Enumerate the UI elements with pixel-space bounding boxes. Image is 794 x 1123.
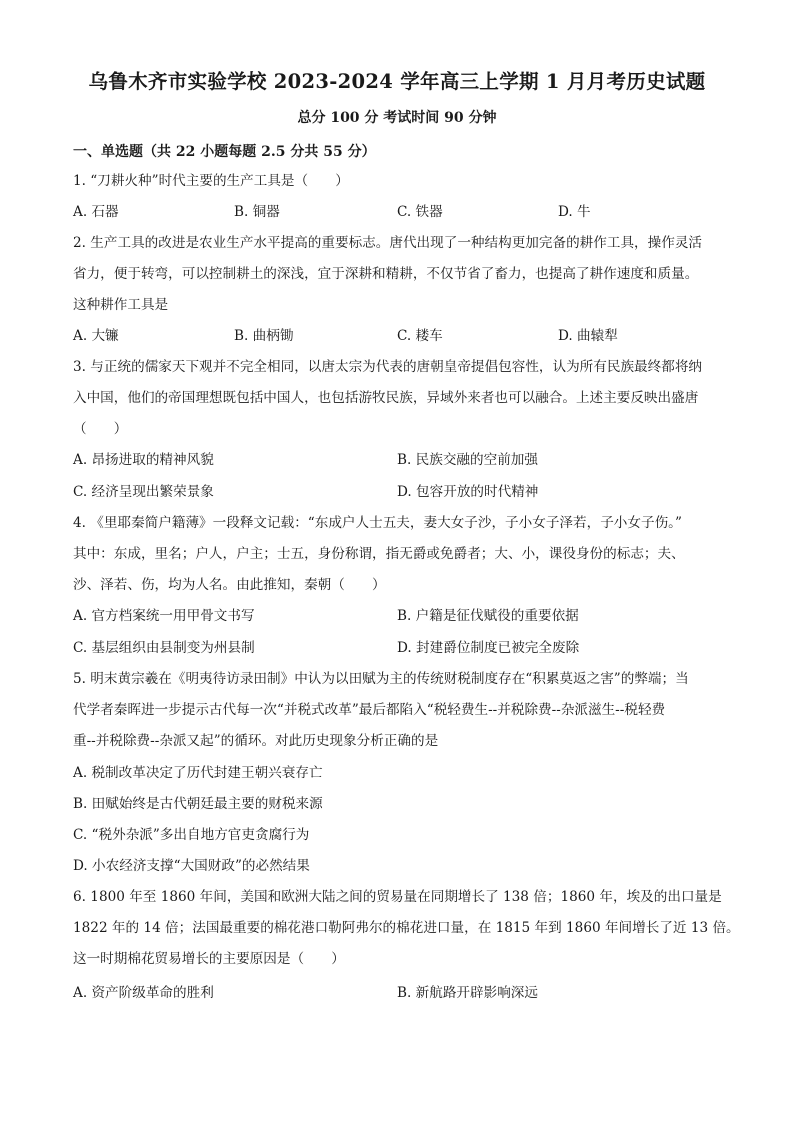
question-6-option-a: A. 资产阶级革命的胜利 [73,985,214,1001]
question-4-stem-line: 4. 《里耶秦简户籍薄》一段释文记载：“东成户人士五夫，妻大女子沙，子小女子泽若，子小女子伤。” [73,515,682,531]
section-heading: 一、单选题（共 22 小题每题 2.5 分共 55 分） [73,144,376,160]
question-5-stem-line: 重--并税除费--杂派又起”的循环。对此历史现象分析正确的是 [73,733,439,749]
question-2-stem-line: 省力，便于转弯，可以控制耕土的深浅，宜于深耕和精耕，不仅节省了畜力，也提高了耕作速度和质量。 [73,266,699,282]
question-1-option-b: B. 铜器 [234,204,280,220]
question-3-option-a: A. 昂扬进取的精神风貌 [73,452,214,468]
question-5-stem-line: 5. 明末黄宗羲在《明夷待访录田制》中认为以田赋为主的传统财税制度存在“积累莫返之害”的弊端；当 [73,671,689,687]
question-2-option-d: D. 曲辕犁 [558,328,618,344]
question-1-option-c: C. 铁器 [397,204,443,220]
question-1-option-a: A. 石器 [73,204,119,220]
question-3-stem-line: （ ） [73,421,128,437]
question-5-option-d: D. 小农经济支撑“大国财政”的必然结果 [73,858,310,874]
question-4-option-b: B. 户籍是征伐赋役的重要依据 [397,608,579,624]
question-6-stem-line: 这一时期棉花贸易增长的主要原因是（ ） [73,951,345,967]
question-3-stem-line: 入中国，他们的帝国理想既包括中国人，也包括游牧民族，异域外来者也可以融合。上述主要反映出盛唐 [73,390,699,406]
question-5-option-a: A. 税制改革决定了历代封建王朝兴衰存亡 [73,765,323,781]
question-5-option-c: C. “税外杂派”多出自地方官吏贪腐行为 [73,827,310,843]
question-6-stem-line: 1822 年的 14 倍；法国最重要的棉花港口勒阿弗尔的棉花进口量，在 1815 年到 1860 年间增长了近 13 倍。 [73,920,740,936]
exam-subtitle: 总分 100 分 考试时间 90 分钟 [297,110,497,126]
question-2-stem-line: 这种耕作工具是 [73,297,169,313]
question-2-option-c: C. 耧车 [397,328,443,344]
question-2-option-a: A. 大镰 [73,328,119,344]
exam-title: 乌鲁木齐市实验学校 2023-2024 学年高三上学期 1 月月考历史试题 [88,70,706,93]
question-6-option-b: B. 新航路开辟影响深远 [397,985,538,1001]
question-5-option-b: B. 田赋始终是古代朝廷最主要的财税来源 [73,796,323,812]
question-2-option-b: B. 曲柄锄 [234,328,294,344]
question-3-option-d: D. 包容开放的时代精神 [397,484,539,500]
question-1-option-d: D. 牛 [558,204,591,220]
question-4-stem-line: 其中：东成，里名；户人，户主；士五，身份称谓，指无爵或免爵者；大、小，课役身份的标志；夫、 [73,546,685,562]
question-4-option-c: C. 基层组织由县制变为州县制 [73,640,255,656]
question-5-stem-line: 代学者秦晖进一步提示古代每一次“并税式改革”最后都陷入“税轻费生--并税除费--杂派滋生--税轻费 [73,702,666,718]
question-4-stem-line: 沙、泽若、伤，均为人名。由此推知，秦朝（ ） [73,577,386,593]
question-2-stem-line: 2. 生产工具的改进是农业生产水平提高的重要标志。唐代出现了一种结构更加完备的耕作工具，操作灵活 [73,235,703,251]
question-3-option-c: C. 经济呈现出繁荣景象 [73,484,214,500]
question-1-stem: 1. “刀耕火种”时代主要的生产工具是（ ） [73,173,349,189]
question-3-option-b: B. 民族交融的空前加强 [397,452,538,468]
question-4-option-d: D. 封建爵位制度已被完全废除 [397,640,580,656]
question-3-stem-line: 3. 与正统的儒家天下观并不完全相同，以唐太宗为代表的唐朝皇帝提倡包容性，认为所有民族最终都将纳 [73,359,703,375]
question-4-option-a: A. 官方档案统一用甲骨文书写 [73,608,255,624]
question-6-stem-line: 6. 1800 年至 1860 年间，美国和欧洲大陆之间的贸易量在同期增长了 138 倍；1860 年，埃及的出口量是 [73,889,722,905]
